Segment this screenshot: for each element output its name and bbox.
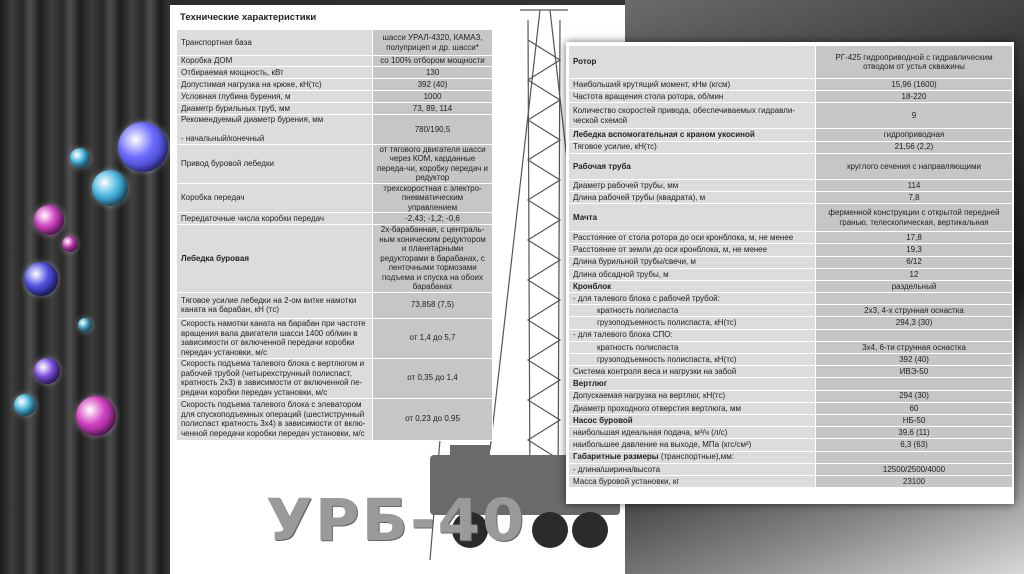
row-label bbox=[569, 427, 816, 439]
row-label bbox=[177, 115, 373, 145]
row-label bbox=[177, 398, 373, 440]
row-value: 2х3, 4-х струнная оснастка bbox=[816, 305, 1013, 317]
table-row bbox=[569, 204, 1013, 232]
table-row bbox=[177, 292, 493, 318]
specs-title: Технические характеристики bbox=[180, 12, 317, 23]
row-value bbox=[816, 329, 1013, 341]
label-text: Лебедка буровая bbox=[181, 253, 249, 263]
row-value: 392 (40) bbox=[373, 79, 493, 91]
table-row bbox=[177, 67, 493, 79]
row-label bbox=[569, 204, 816, 232]
label-text: Условная глубина бурения, м bbox=[181, 91, 291, 101]
label-text: - длина/ширина/высота bbox=[573, 464, 661, 474]
bubble-decoration bbox=[34, 358, 60, 384]
row-label bbox=[569, 280, 816, 292]
row-label bbox=[569, 232, 816, 244]
row-value: 130 bbox=[373, 67, 493, 79]
row-value: раздельный bbox=[816, 280, 1013, 292]
row-label bbox=[569, 439, 816, 451]
label-suffix: (транспортные),мм: bbox=[658, 452, 734, 462]
label-text: Длина рабочей трубы (квадрата), м bbox=[573, 192, 706, 202]
row-value: 6/12 bbox=[816, 256, 1013, 268]
row-label bbox=[569, 103, 816, 129]
row-value: 12500/2500/4000 bbox=[816, 463, 1013, 475]
row-label bbox=[569, 129, 816, 141]
row-label bbox=[177, 183, 373, 213]
label-text: кратность полиспаста bbox=[597, 342, 679, 352]
row-label bbox=[569, 46, 816, 79]
label-text: Мачта bbox=[573, 212, 598, 222]
bubble-decoration bbox=[24, 262, 58, 296]
label-text: Вертлюг bbox=[573, 379, 608, 389]
row-label bbox=[569, 402, 816, 414]
label-text: Масса буровой установки, кг bbox=[573, 476, 680, 486]
row-value: 114 bbox=[816, 179, 1013, 191]
label-text: Частота вращения стола ротора, об/мин bbox=[573, 92, 724, 102]
table-row bbox=[569, 79, 1013, 91]
table-row bbox=[569, 341, 1013, 353]
label-text: Рабочая труба bbox=[573, 161, 631, 171]
row-value: от тягового двигателя шасси через КОМ, карданные переда-чи, коробку передач и редуктор bbox=[373, 144, 493, 183]
row-label bbox=[569, 179, 816, 191]
row-value: 294,3 (30) bbox=[816, 317, 1013, 329]
table-row bbox=[569, 232, 1013, 244]
label-text: Скорость намотки каната на барабан при частоте вращения вала двигателя шасси 1400 об/мин в зависимости от включенной передачи коробки передач установки, м/с bbox=[181, 319, 366, 357]
row-label bbox=[177, 91, 373, 103]
table-row bbox=[569, 317, 1013, 329]
row-label bbox=[177, 56, 373, 67]
row-value: 780/190,5 bbox=[373, 115, 493, 145]
row-label bbox=[177, 67, 373, 79]
table-row bbox=[569, 402, 1013, 414]
label-text: Система контроля веса и нагрузки на забой bbox=[573, 367, 737, 377]
label-text: Расстояние от стола ротора до оси кронблока, м, не менее bbox=[573, 232, 794, 242]
label-text: Кронблок bbox=[573, 281, 612, 291]
row-value: гидроприводная bbox=[816, 129, 1013, 141]
bubble-decoration bbox=[62, 236, 78, 252]
row-value: трехскоростная с электро-пневматическим управлением bbox=[373, 183, 493, 213]
row-label bbox=[177, 318, 373, 358]
table-row bbox=[569, 354, 1013, 366]
row-label bbox=[569, 329, 816, 341]
label-text: Передаточные числа коробки передач bbox=[181, 213, 325, 223]
row-label bbox=[177, 79, 373, 91]
table-row bbox=[177, 358, 493, 398]
row-value: 3х4, 6-ти струнная оснастка bbox=[816, 341, 1013, 353]
table-row bbox=[569, 414, 1013, 426]
row-label bbox=[177, 103, 373, 115]
label-text: Привод буровой лебедки bbox=[181, 158, 274, 168]
table-row bbox=[569, 244, 1013, 256]
row-label bbox=[569, 79, 816, 91]
row-label bbox=[569, 256, 816, 268]
row-value: ферменной конструкции с открытой передней гранью, телескопическая, вертикальная bbox=[816, 204, 1013, 232]
row-value: со 100% отбором мощности bbox=[373, 56, 493, 67]
row-value: 2х-барабанная, с централь-ным коническим редуктором и планетарными редукторами в барабанах, с ленточными тормозами подъема и спуска на обоих барабанах bbox=[373, 225, 493, 293]
row-value: 60 bbox=[816, 402, 1013, 414]
bubble-decoration bbox=[70, 148, 90, 168]
table-row bbox=[177, 79, 493, 91]
label-text: Коробка ДОМ bbox=[181, 56, 233, 66]
row-label bbox=[569, 317, 816, 329]
row-label bbox=[177, 144, 373, 183]
row-label bbox=[569, 91, 816, 103]
label-text: Коробка передач bbox=[181, 193, 245, 202]
label-text: грузоподъемность полиспаста, кН(тс) bbox=[597, 318, 737, 328]
table-row bbox=[177, 30, 493, 56]
label-text: Ротор bbox=[573, 57, 597, 67]
row-value: 392 (40) bbox=[816, 354, 1013, 366]
table-row bbox=[569, 91, 1013, 103]
label-text: Допустимая нагрузка на крюке, кН(тс) bbox=[181, 79, 322, 89]
label-text: Насос буровой bbox=[573, 415, 633, 425]
label-text: Диаметр бурильных труб, мм bbox=[181, 103, 290, 113]
label-text: Наибольший крутящий момент, кНм (кгсм) bbox=[573, 79, 731, 89]
row-value: от 0,35 до 1,4 bbox=[373, 358, 493, 398]
row-label bbox=[569, 390, 816, 402]
table-row bbox=[177, 318, 493, 358]
label-text: Допускаемая нагрузка на вертлюг, кН(тс) bbox=[573, 391, 726, 401]
table-row bbox=[177, 225, 493, 293]
table-row bbox=[177, 115, 493, 145]
label-text: наибольшая идеальная подача, м³/ч (л/с) bbox=[573, 427, 728, 437]
table-row bbox=[177, 213, 493, 225]
row-value: НБ-50 bbox=[816, 414, 1013, 426]
label-text: Тяговое усилие лебедки на 2-ом витке намотки каната на барабан, кН (тс) bbox=[181, 295, 357, 314]
row-label bbox=[569, 463, 816, 475]
table-row bbox=[569, 366, 1013, 378]
table-row bbox=[569, 390, 1013, 402]
row-label bbox=[569, 153, 816, 179]
table-row bbox=[569, 463, 1013, 475]
table-row bbox=[569, 378, 1013, 390]
label-text: Отбираемая мощность, кВт bbox=[181, 67, 284, 77]
label-text: Длина обсадной трубы, м bbox=[573, 269, 669, 279]
row-label bbox=[569, 244, 816, 256]
label-text: кратность полиспаста bbox=[597, 306, 679, 316]
table-row bbox=[177, 103, 493, 115]
bubble-decoration bbox=[34, 205, 64, 235]
row-label bbox=[569, 191, 816, 203]
row-label bbox=[569, 366, 816, 378]
table-row bbox=[177, 91, 493, 103]
label-text: Диаметр проходного отверстия вертлюга, мм bbox=[573, 403, 741, 413]
row-value: шасси УРАЛ-4320, КАМАЗ, полуприцеп и др. шасси* bbox=[373, 30, 493, 56]
label-text: Скорость подъема талевого блока с вертлюгом и рабочей трубой (четырехструнный полиспаст, кратность 2х3) в зависимости от включенной пе-редачи коробки передач установки, м/с bbox=[181, 359, 365, 397]
row-label bbox=[569, 414, 816, 426]
table-row bbox=[569, 427, 1013, 439]
row-value: круглого сечения с направляющими bbox=[816, 153, 1013, 179]
row-label bbox=[569, 451, 816, 463]
row-label bbox=[569, 341, 816, 353]
label-text: Длина бурильной трубы/свечи, м bbox=[573, 257, 696, 267]
row-label bbox=[177, 225, 373, 293]
table-row bbox=[569, 153, 1013, 179]
row-label bbox=[569, 378, 816, 390]
bubble-decoration bbox=[78, 318, 92, 332]
row-value: 12 bbox=[816, 268, 1013, 280]
bubble-decoration bbox=[118, 122, 168, 172]
table-row bbox=[569, 293, 1013, 305]
row-value: от 0,23 до 0,95 bbox=[373, 398, 493, 440]
row-label bbox=[569, 141, 816, 153]
row-value: 39,6 (11) bbox=[816, 427, 1013, 439]
row-value bbox=[816, 451, 1013, 463]
row-label bbox=[569, 268, 816, 280]
row-value: 6,3 (63) bbox=[816, 439, 1013, 451]
specs-table-right bbox=[568, 45, 1013, 488]
row-value: 9 bbox=[816, 103, 1013, 129]
table-row bbox=[569, 475, 1013, 487]
label-text: Тяговое усилие, кН(тс) bbox=[573, 142, 657, 152]
row-value: ИВЭ-50 bbox=[816, 366, 1013, 378]
table-row bbox=[569, 280, 1013, 292]
bubble-decoration bbox=[92, 170, 128, 206]
bubble-decoration bbox=[76, 396, 116, 436]
label-text: Габаритные размеры bbox=[573, 452, 659, 462]
row-value: 73, 89, 114 bbox=[373, 103, 493, 115]
table-row bbox=[177, 398, 493, 440]
bubble-decoration bbox=[14, 394, 36, 416]
row-value: 73,858 (7,5) bbox=[373, 292, 493, 318]
table-row bbox=[569, 329, 1013, 341]
label-text: Скорость подъема талевого блока с элеватором для спускоподъемных операций (шестиструнный полиспаст кратность 3х4) в зависимости от вклю-ченной передачи коробки передач установки, м/с bbox=[181, 400, 366, 438]
table-row bbox=[569, 179, 1013, 191]
label-text: Количество скоростей привода, обеспечиваемых гидравли-ческой схемой bbox=[573, 106, 795, 125]
row-value: 23100 bbox=[816, 475, 1013, 487]
row-label bbox=[177, 30, 373, 56]
label-text-sub: - начальный/конечный bbox=[181, 134, 265, 143]
row-label bbox=[569, 293, 816, 305]
row-value: -2,43; -1,2; -0,6 bbox=[373, 213, 493, 225]
table-row bbox=[569, 129, 1013, 141]
specs-table-left bbox=[176, 29, 493, 441]
row-label bbox=[569, 354, 816, 366]
row-value: от 1,4 до 5,7 bbox=[373, 318, 493, 358]
row-label bbox=[177, 292, 373, 318]
row-value bbox=[816, 378, 1013, 390]
table-row bbox=[569, 268, 1013, 280]
table-row bbox=[569, 191, 1013, 203]
table-row bbox=[177, 183, 493, 213]
label-text: - для талевого блока с рабочей трубой: bbox=[573, 293, 720, 303]
row-label bbox=[177, 213, 373, 225]
table-row bbox=[569, 439, 1013, 451]
label-text: грузоподъемность полиспаста, кН(тс) bbox=[597, 354, 737, 364]
row-value: 294 (30) bbox=[816, 390, 1013, 402]
model-name: УРБ-40 bbox=[265, 486, 527, 554]
row-label bbox=[569, 305, 816, 317]
table-row bbox=[569, 141, 1013, 153]
row-label bbox=[177, 358, 373, 398]
table-row bbox=[569, 451, 1013, 463]
row-value: 19,3 bbox=[816, 244, 1013, 256]
table-row bbox=[569, 103, 1013, 129]
label-text: Транспортная база bbox=[181, 37, 252, 47]
row-value: 18-220 bbox=[816, 91, 1013, 103]
table-row bbox=[569, 305, 1013, 317]
row-value: 7,8 bbox=[816, 191, 1013, 203]
row-value: 15,96 (1600) bbox=[816, 79, 1013, 91]
row-value: 21,56 (2,2) bbox=[816, 141, 1013, 153]
table-row bbox=[569, 256, 1013, 268]
label-text: Лебедка вспомогательная с краном укосиной bbox=[573, 130, 755, 140]
row-value: РГ-425 гидроприводной с гидравлическим отводом от устья скважины bbox=[816, 46, 1013, 79]
label-text: Рекомендуемый диаметр бурения, мм bbox=[181, 115, 324, 124]
table-row bbox=[177, 144, 493, 183]
row-value bbox=[816, 293, 1013, 305]
label-text: - для талевого блока СПО: bbox=[573, 330, 673, 340]
row-value: 1000 bbox=[373, 91, 493, 103]
label-text: наибольшее давление на выходе, МПа (кгс/см²) bbox=[573, 440, 752, 450]
row-label bbox=[569, 475, 816, 487]
label-text: Расстояние от земли до оси кронблока, м, не менее bbox=[573, 245, 768, 255]
row-value: 17,8 bbox=[816, 232, 1013, 244]
label-text: Диаметр рабочей трубы, мм bbox=[573, 180, 679, 190]
table-row bbox=[177, 56, 493, 67]
table-row bbox=[569, 46, 1013, 79]
